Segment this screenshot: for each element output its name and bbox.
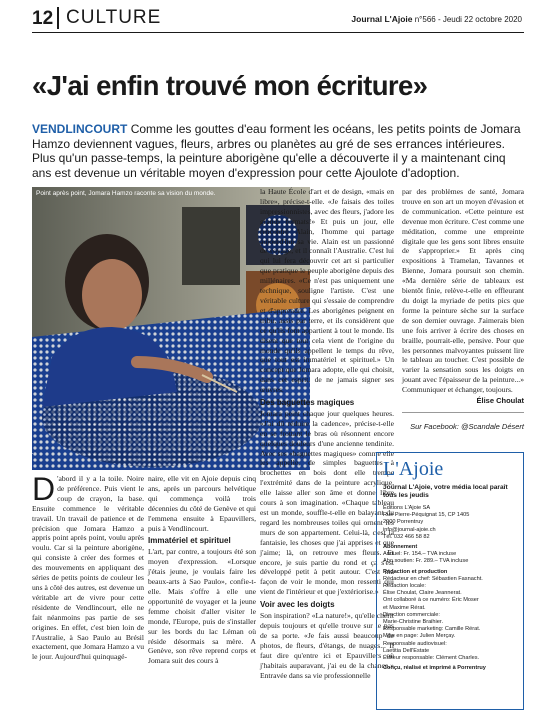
paragraph: L'art, par contre, a toujours été son moyen d'expression. «Lorsque j'étais jeune, je voulais faire les beaux-arts à Sao Paulo», confie-t-elle. Mais s'offre à elle une opportunité de voyager et la jeune femme choisit d'aller visiter le monde, l'Europe, puis de s'installer sur les bords du lac Léman où réside désormais sa mère. A Genève, son rêve reprend corps et Jomara suit des cours à	[148, 547, 256, 666]
paragraph: naire, elle vit en Ajoie depuis cinq ans, après un parcours helvétique qui commença voilà trois décennies du côté de Genève et qui l'emmena ensuite à Epauvillers, puis à Vendlincourt.	[148, 474, 256, 533]
headline: «J'ai enfin trouvé mon écriture»	[32, 70, 428, 101]
redaction-line: Responsable marketing: Camille Rérat.	[383, 626, 481, 633]
redaction-line: et Maxime Rérat.	[383, 604, 426, 611]
redaction-line: Rédaction locale:	[383, 583, 426, 590]
redaction-line: Rédacteur en chef: Sébastien Fasnacht.	[383, 575, 483, 582]
drop-cap: D	[32, 471, 56, 507]
signature-rule	[402, 412, 524, 413]
phone-number: Tél. 032 466 58 82	[383, 533, 430, 540]
colophon-box	[376, 452, 524, 710]
journal-name: Journal L'Ajoie	[351, 14, 413, 24]
header-divider	[57, 7, 59, 29]
article-column-4	[402, 187, 524, 395]
page-header	[0, 0, 536, 30]
author-signature: Élise Choulat	[476, 396, 524, 405]
redaction-title: Rédaction et production	[383, 568, 448, 575]
colophon-intro: Journal L'Ajoie, votre média local paraît tous les jeudis	[383, 484, 508, 499]
redaction-line: Élise Choulat, Claire Jeannerat.	[383, 590, 462, 597]
lede-place: VENDLINCOURT	[32, 122, 128, 136]
subheading: Immatériel et spirituel	[148, 536, 231, 546]
paragraph: 'abord il y a la toile. Noire de préférence. Puis vient le coup de crayon, la base. Ensuite commence le véritable travail. Un travail de patience et de précision que Jomara Hamzo a appris point après point, voulu après voulu. Car si la peinture aborigène, qui consiste à créer des formes et des mouvements en appliquant des séries de petits points de couleur les uns à côté des autres, est devenue un véritable art de vivre pour cette résidente de Vendlincourt, elle ne fait néanmoins pas partie de ses origines. En effet, c'est bien loin de l'Australie, à Sao Paulo au Brésil exactement, que Jomara Hamzo a vu le jour. Aujourd'hui quinquagé-	[32, 474, 144, 662]
masthead	[351, 14, 522, 24]
email-link[interactable]: info@journal-ajoie.ch	[383, 526, 436, 533]
redaction-line: Direction commerciale:	[383, 611, 440, 618]
article-column-3	[260, 187, 394, 680]
photo-credit: photo élise choulat	[28, 412, 34, 454]
printer-line: Conçu, réalisé et imprimé à Porrentruy	[383, 665, 486, 672]
header-rule	[32, 32, 524, 33]
subscription-line: Abo soutien: Fr. 289.– TVA incluse	[383, 558, 469, 565]
address-line: Rue Pierre-Péquignat 15, CP 1405	[383, 512, 470, 519]
page-number: 12	[32, 8, 54, 29]
subscription-line: Annuel: Fr. 154.– TVA incluse	[383, 551, 457, 558]
subscription-title: Abonnement	[383, 544, 418, 551]
redaction-line: Mise en page: Julien Merçay.	[383, 633, 456, 640]
issue-info: n°566 - Jeudi 22 octobre 2020	[414, 15, 522, 24]
redaction-line: Responsable audiovisuel:	[383, 640, 447, 647]
lede-text: Comme les gouttes d'eau forment les océans, les petits points de Jomara Hamzo deviennent vagues, fleurs, arbres ou planètes au gré de ses errances intérieures. Plus qu'un passe-temps, la peinture aborigène qu'elle a découverte il y a maintenant cinq ans est devenue un véritable moyen d'expression pour cette Ajoulote d'adoption.	[32, 122, 521, 180]
paragraph: Jomara peint chaque jour quelques heures. «J'ai dû réduire la cadence», précise-t-elle en se frottant le bras où résonnent encore quelques douleurs d'une ancienne tendinite. Avec ses «baguettes magiques» comme elle les appelle, de simples baguettes à brochettes en bois dont elle trempe l'extrémité dans de la peinture acrylique, elle laisse aller son âme et donne libre cours à son imagination. «Chaque tableau est un monde, souffle-t-elle en balayant du regard les nombreuses toiles qui ornent les murs de son appartement. Celui-là, c'est la fantaisie, les choses que j'ai apprises et que j'aime; là, on retrouve mes fleurs. Et encore, je suis partie du rond et ça s'est développé petit à petit autour. C'est ma façon de voir le monde, mon ressenti qui vient de l'intérieur et que j'extériorise.»	[260, 408, 394, 597]
article-column-2	[148, 474, 256, 666]
lede	[32, 122, 524, 180]
subheading: Voir avec les doigts	[260, 600, 335, 610]
publisher-name: Éditions L'Ajoie SA	[383, 505, 431, 511]
redaction-line: Éditeur responsable: Clément Charles.	[383, 655, 480, 662]
paragraph: la Haute École d'art et de design, «mais en libre», précise-t-elle. «Je faisais des toiles impressionnistes, avec des fleurs, j'adore les grands formats!» Et puis un jour, elle rencontre Alain, l'homme qui partage aujourd'hui sa vie. Alain est un passionné de voyage, et il connaît l'Australie. C'est lui qui lui fera découvrir cet art si particulier que pratique le peuple aborigène depuis des millénaires. «Ce n'est pas uniquement une technique, souligne l'artiste. C'est une véritable culture qui s'essaie de comprendre et d'apprendre. Les aborigènes peignent en tribu, assis par terre, et ils considèrent que ce qu'ils font appartient à tout le monde. Ils disent que tout cela vient de l'origine du monde qu'ils appellent le temps du rêve, que tout est immatériel et spirituel.» Un concept que Jomara adopte, elle qui choisit, dans cet esprit, de ne jamais signer ses œuvres.	[260, 187, 395, 395]
redaction-line: Marie-Christine Braihier.	[383, 619, 443, 626]
redaction-line: Laetitia Dell'Estate	[383, 647, 430, 654]
article-column-1	[32, 471, 144, 662]
facebook-link[interactable]: Sur Facebook: @Scandale Désert	[410, 422, 524, 431]
address-line: 2900 Porrentruy	[383, 519, 424, 526]
photo-caption: Point après point, Jomara Hamzo raconte sa vision du monde.	[36, 190, 216, 197]
subheading: Des baguettes magiques	[260, 398, 355, 408]
redaction-line: Ont collaboré à ce numéro: Éric Moser	[383, 597, 479, 604]
section-title: CULTURE	[66, 7, 162, 28]
paragraph: Son inspiration? «La nature!», qu'elle chérit depuis toujours et qu'elle trouve sur le pas de sa porte. «Je fais aussi beaucoup de photos, de fleurs, d'étangs, de nuages... Il faut dire qu'entre ici et Epauvillers où j'habitais auparavant, j'ai eu de la chance.» Entravée dans sa vie professionnelle	[260, 611, 394, 680]
paragraph: par des problèmes de santé, Jomara trouve en son art un moyen d'évasion et de communication. «Cette peinture est devenue mon écriture. C'est comme une méditation, comme une empreinte digitale que les gens sont libres ensuite de s'approprier.» Et après cinq expositions à Tramelan, Tavannes et Bienne, Jomara poursuit son chemin. «Ma dernière série de tableaux est bientôt finie, relève-t-elle en effleurant du doigt la myriade de petits pics que forme la peinture sèche sur la surface de son dernier ouvrage. J'aimerais bien une fois arriver à écrire des choses en braille, pourrait-elle, pensive. Pour que les personnes malvoyantes puissent lire le tableau au toucher. C'est possible de varier la sensation sous les doigts en jouant avec l'épaisseur de la peinture...» Communiquer et échanger, toujours.	[402, 187, 524, 395]
journal-logo: L'Ajoie	[383, 458, 444, 480]
